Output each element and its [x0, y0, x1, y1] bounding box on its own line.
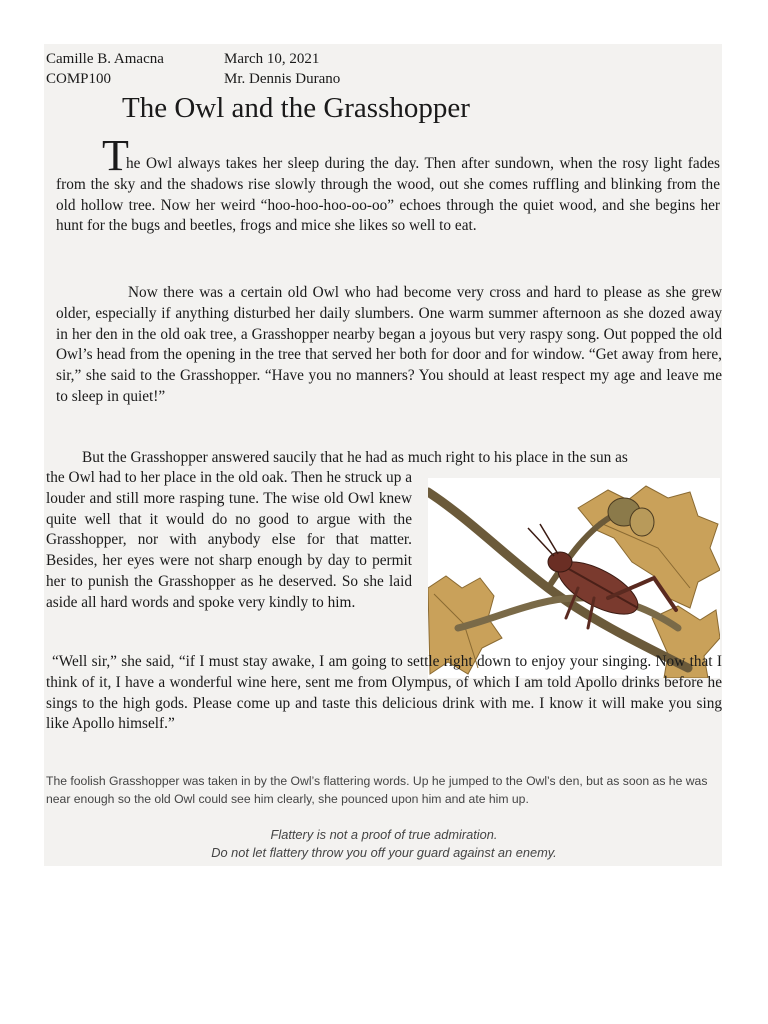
- paragraph-1: [56, 154, 720, 237]
- moral-line-1: Flattery is not a proof of true admiration.: [270, 827, 498, 842]
- paragraph-4: [46, 652, 722, 735]
- page-title: The Owl and the Grasshopper: [122, 92, 470, 124]
- instructor-name: Mr. Dennis Durano: [224, 71, 341, 87]
- owl-grasshopper-illustration: [428, 478, 720, 678]
- paragraph-3-first-line: [46, 448, 722, 469]
- paragraph-2: [56, 283, 722, 408]
- paragraph-1-text: he Owl always takes her sleep during the day. Then after sundown, when the rosy light fades from the sky and the shadows rise slowly through the wood, out she comes ruffling and blinking from the old hollow tree. Now her weird “hoo-hoo-hoo-oo-oo” echoes through the quiet wood, and she begins her hunt for the bugs and beetles, frogs and mice she likes so well to eat.: [56, 155, 720, 235]
- paragraph-3-first-line-text: But the Grasshopper answered saucily that he had as much right to his place in the sun as: [82, 449, 628, 466]
- moral-line-2: Do not let flattery throw you off your guard against an enemy.: [211, 845, 557, 860]
- drop-cap: T: [102, 131, 129, 180]
- course-code: COMP100: [46, 71, 112, 87]
- paragraph-3: the Owl had to her place in the old oak. Then he struck up a louder and still more rasping tune. The wise old Owl knew quite well that it would do no good to argue with the Grasshopper, nor with anybody else for that matter. Besides, her eyes were not sharp enough by day to permit her to punish the Grasshopper as he deserved. So she laid aside all hard words and spoke very kindly to him.: [46, 469, 412, 611]
- date: March 10, 2021: [224, 51, 320, 67]
- paragraph-4-text: “Well sir,” she said, “if I must stay awake, I am going to settle right down to enjoy your singing. Now that I think of it, I have a wonderful wine here, sent me from Olympus, of which I am told Apollo drinks before he sings to the high gods. Please come up and taste this delicious drink with me. I know it will make you sing like Apollo himself.”: [46, 653, 722, 733]
- paragraph-2-text: Now there was a certain old Owl who had become very cross and hard to please as she grew older, especially if anything disturbed her daily slumbers. One warm summer afternoon as she dozed away in her den in the old oak tree, a Grasshopper nearby began a joyous but very raspy song. Out popped the old Owl’s head from the opening in the tree that served her both for door and for window. “Get away from here, sir,” she said to the Grasshopper. “Have you no manners? You should at least respect my age and leave me to sleep in quiet!”: [56, 284, 722, 405]
- paragraph-5: The foolish Grasshopper was taken in by the Owl’s flattering words. Up he jumped to the Owl’s den, but as soon as he was near enough so the old Owl could see him clearly, she pounced upon him and ate him up.: [46, 774, 708, 806]
- moral: [46, 826, 722, 862]
- author-name: Camille B. Amacna: [46, 51, 164, 67]
